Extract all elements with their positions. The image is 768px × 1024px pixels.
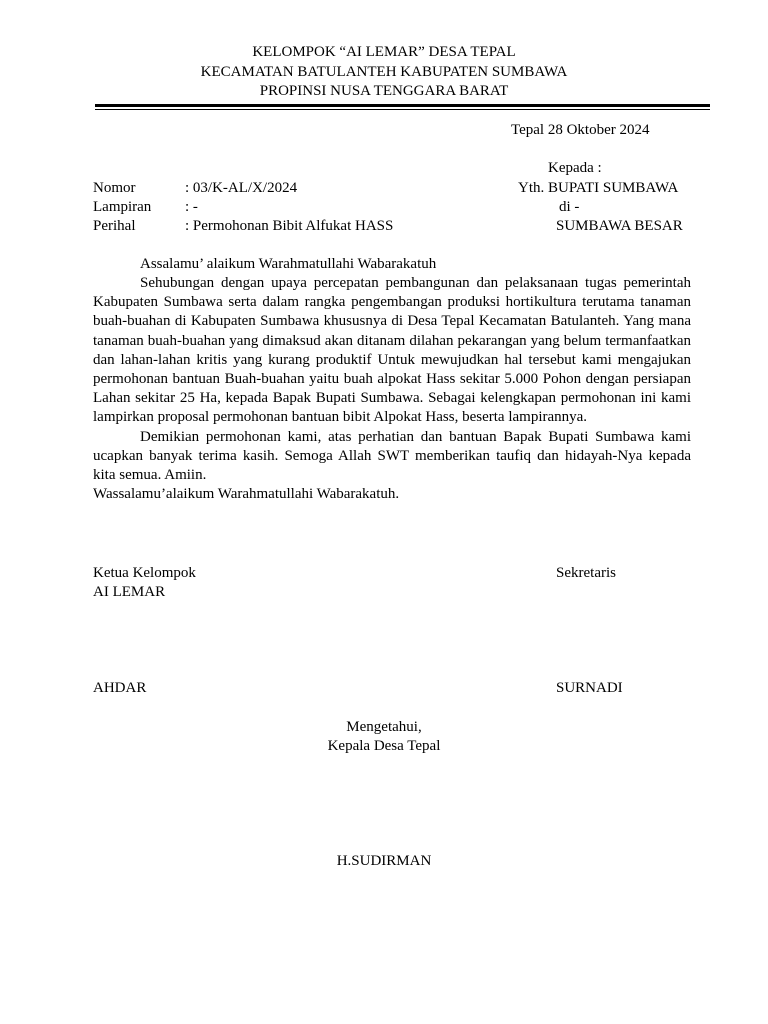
left-signatory-group: AI LEMAR (93, 584, 166, 600)
body-paragraph-1: Sehubungan dengan upaya percepatan pembangunan dan pelaksanaan tugas pemerintah Kabupaten Sumbawa serta dalam rangka pengembangan produksi hortikultura terutama tanaman buah-buahan di Kabupaten Sumbawa khususnya di Desa Tepal Kecamatan Batulanteh. Yang mana tanaman buah-buahan yang dimaksud akan ditanam dilahan pekarangan yang belum termanfaatkan dan lahan-lahan kritis yang kurang produktif Untuk mewujudkan hal tersebut kami mengajukan permohonan bantuan Buah-buahan yaitu buah alpokat Hass sekitar 5.000 Pohon dengan persiapan Lahan sekitar 25 Ha, kepada Bapak Bupati Sumbawa. Sebagai kelengkapan permohonan ini kami lampirkan proposal permohonan bantuan bibit Alpokat Hass, beserta lampirannya. (93, 275, 691, 426)
acknowledge-title: Kepala Desa Tepal (327, 738, 441, 754)
letter-body (93, 274, 691, 504)
closing-greeting: Wassalamu’alaikum Warahmatullahi Wabarakatuh. (93, 486, 400, 503)
recipient-place: SUMBAWA BESAR (556, 218, 683, 234)
left-signatory-name: AHDAR (93, 680, 147, 696)
letterhead-rule-thick (95, 104, 710, 107)
recipient-di: di - (559, 199, 580, 215)
right-signatory-name: SURNADI (556, 680, 623, 696)
opening-greeting: Assalamu’ alaikum Warahmatullahi Wabarakatuh (140, 256, 437, 272)
lampiran-label: Lampiran (93, 199, 152, 215)
letterhead-rule-thin (95, 109, 710, 110)
letterhead-line-1: KELOMPOK “AI LEMAR” DESA TEPAL (252, 44, 516, 60)
recipient-kepada: Kepada : (548, 160, 602, 176)
body-paragraph-2: Demikian permohonan kami, atas perhatian dan bantuan Bapak Bupati Sumbawa kami ucapkan banyak terima kasih. Semoga Allah SWT memberikan taufiq dan hidayah-Nya kepada kita semua. Amiin. (93, 428, 691, 484)
acknowledge-label: Mengetahui, (346, 719, 422, 735)
nomor-value: : 03/K-AL/X/2024 (185, 180, 298, 196)
lampiran-value: : - (185, 199, 198, 215)
right-signatory-title: Sekretaris (556, 565, 616, 581)
nomor-label: Nomor (93, 180, 136, 196)
recipient-name: Yth. BUPATI SUMBAWA (518, 180, 679, 196)
acknowledge-name: H.SUDIRMAN (336, 853, 432, 869)
left-signatory-title: Ketua Kelompok (93, 565, 196, 581)
letter-date: Tepal 28 Oktober 2024 (511, 122, 650, 138)
letterhead-line-3: PROPINSI NUSA TENGGARA BARAT (259, 83, 509, 99)
perihal-value: : Permohonan Bibit Alfukat HASS (185, 218, 394, 234)
letterhead-line-2: KECAMATAN BATULANTEH KABUPATEN SUMBAWA (200, 64, 568, 80)
perihal-label: Perihal (93, 218, 136, 234)
